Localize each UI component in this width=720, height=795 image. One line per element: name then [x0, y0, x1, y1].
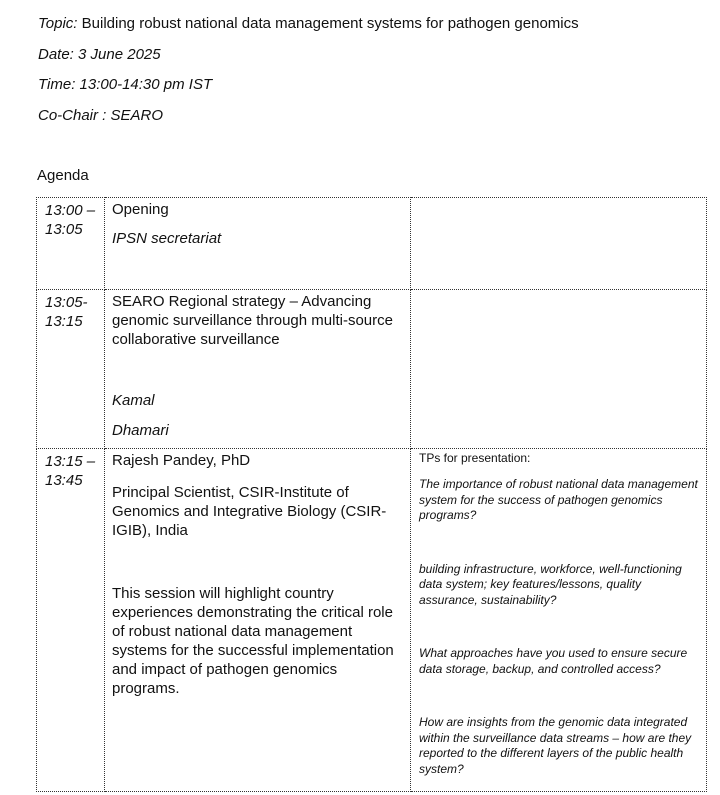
date-value: 3 June 2025: [78, 46, 161, 63]
topic-value: Building robust national data management systems for pathogen genomics: [81, 15, 579, 32]
session-speaker-last: Dhamari: [112, 422, 169, 439]
topic-line: [38, 15, 579, 33]
talking-point: The importance of robust national data management system for the success of pathogen genomics programs?: [419, 477, 698, 522]
time-start: 13:00 –: [45, 202, 96, 219]
topic-label: Topic:: [38, 15, 78, 32]
session-description: This session will highlight country experiences demonstrating the critical role of robust national data management systems for the successful implementation and impact of pathogen genomics programs.: [112, 585, 394, 697]
speaker-name: Rajesh Pandey, PhD: [112, 452, 251, 469]
date-line: [38, 46, 161, 64]
time-end: 13:45: [45, 472, 83, 489]
session-speaker: IPSN secretariat: [112, 230, 222, 247]
date-label: Date:: [38, 46, 74, 63]
time-end: 13:15: [45, 313, 83, 330]
cochair-line: Co-Chair : SEARO: [38, 107, 164, 124]
time-value: 13:00-14:30 pm IST: [79, 76, 213, 93]
notes-cell: [411, 290, 707, 449]
time-start: 13:05-: [45, 294, 88, 311]
time-cell: [37, 198, 105, 290]
speaker-affiliation: Principal Scientist, CSIR-Institute of Genomics and Integrative Biology (CSIR-IGIB), India: [112, 484, 387, 539]
agenda-row: [37, 290, 707, 449]
time-cell: [37, 449, 105, 792]
session-cell: [105, 290, 411, 449]
talking-point: building infrastructure, workforce, well-functioning data system; key features/lessons, quality assurance, sustainability?: [419, 561, 682, 607]
time-start: 13:15 –: [45, 453, 96, 470]
agenda-heading: Agenda: [37, 167, 89, 184]
session-cell: [105, 198, 411, 290]
session-title: SEARO Regional strategy – Advancing genomic surveillance through multi-source collaborative surveillance: [112, 293, 393, 348]
talking-point: What approaches have you used to ensure secure data storage, backup, and controlled access?: [419, 646, 688, 676]
session-title: Opening: [112, 201, 169, 218]
talking-points-heading: TPs for presentation:: [419, 451, 531, 465]
time-end: 13:05: [45, 221, 83, 238]
talking-points-cell: [411, 449, 707, 792]
time-cell: [37, 290, 105, 449]
agenda-table: [36, 197, 707, 792]
time-line: [38, 76, 212, 94]
talking-point: How are insights from the genomic data integrated within the surveillance data streams – how are they reported to the different layers of the public health system?: [419, 715, 692, 776]
notes-cell: [411, 198, 707, 290]
agenda-row: [37, 449, 707, 792]
session-speaker-first: Kamal: [112, 392, 155, 409]
time-label: Time:: [38, 76, 76, 93]
agenda-row: [37, 198, 707, 290]
session-cell: [105, 449, 411, 792]
